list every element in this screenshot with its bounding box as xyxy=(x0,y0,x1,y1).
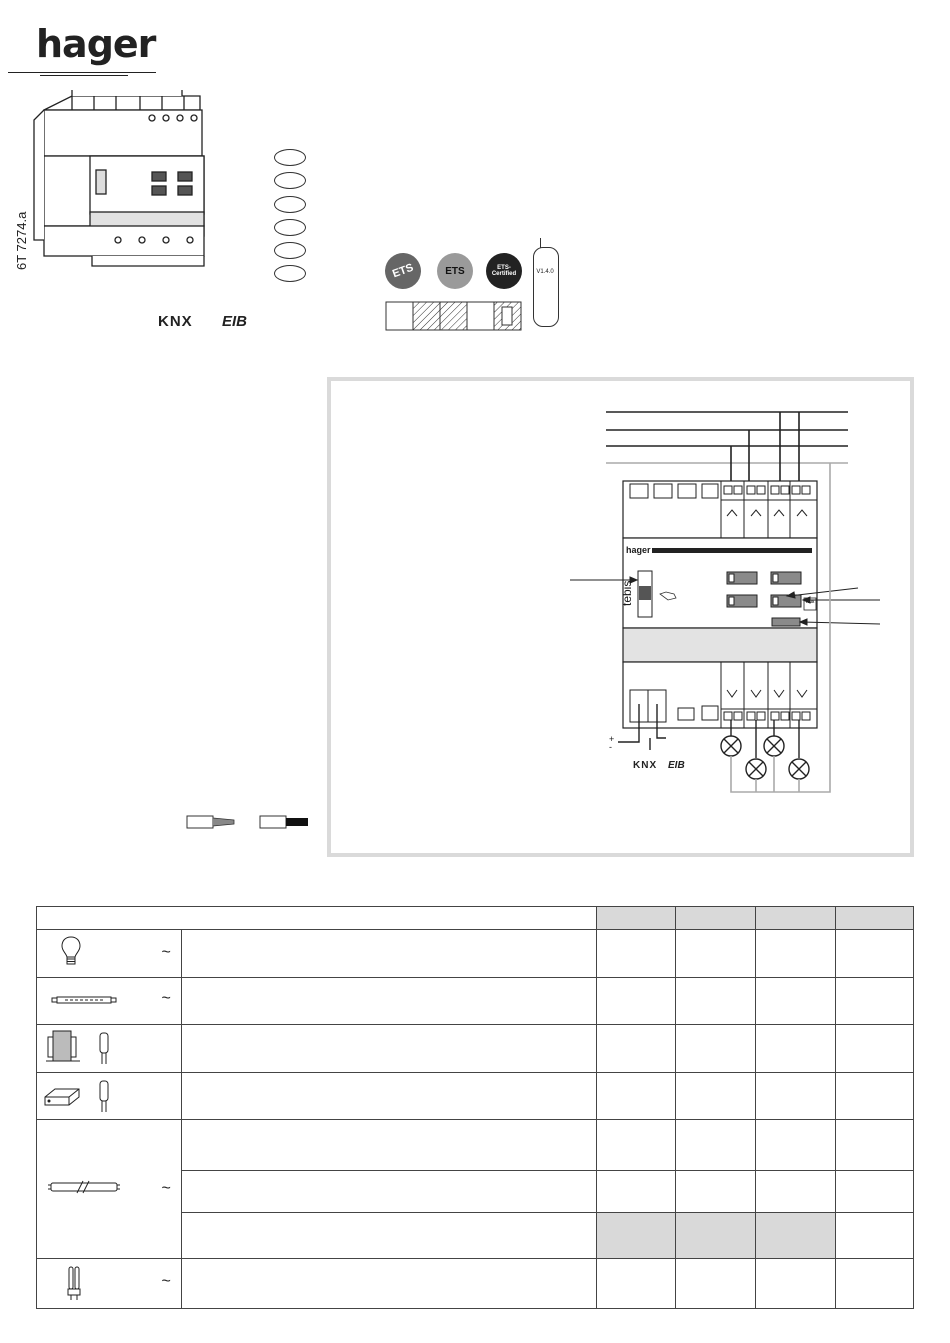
load-type-cell xyxy=(37,1025,182,1073)
spec-cell-shaded xyxy=(676,1213,756,1259)
spec-cell xyxy=(676,978,756,1025)
header-cell xyxy=(836,907,914,930)
spec-cell xyxy=(756,1259,836,1309)
spec-cell xyxy=(181,930,597,978)
language-oval xyxy=(274,242,306,259)
ac-symbol: ~ xyxy=(161,1273,171,1290)
header-cell xyxy=(676,907,756,930)
load-specifications-table xyxy=(36,906,914,1309)
spec-cell xyxy=(597,1073,676,1120)
logo-rule xyxy=(8,72,156,73)
load-type-cell xyxy=(37,930,182,978)
spec-cell xyxy=(676,1025,756,1073)
spec-cell xyxy=(597,1171,676,1213)
load-type-cell xyxy=(37,978,182,1025)
diagram-knx-logo: KNX xyxy=(633,760,658,771)
device-brand: hager xyxy=(626,545,651,555)
table-row xyxy=(37,1025,914,1073)
spec-cell xyxy=(836,1120,914,1171)
header-cell xyxy=(597,907,676,930)
header-cell xyxy=(756,907,836,930)
spec-cell xyxy=(597,1025,676,1073)
wire-strip-illustrations xyxy=(186,812,310,832)
language-oval xyxy=(274,219,306,236)
halogen-capsule-icon xyxy=(97,1031,111,1065)
spec-cell xyxy=(676,1259,756,1309)
spec-cell xyxy=(756,1073,836,1120)
load-type-cell xyxy=(37,1120,182,1259)
spec-cell xyxy=(836,1213,914,1259)
compact-fluorescent-icon xyxy=(67,1265,81,1301)
spec-cell xyxy=(836,1073,914,1120)
ets3-badge: ETS xyxy=(437,253,473,289)
spec-cell xyxy=(836,930,914,978)
eib-logo: EIB xyxy=(222,313,248,330)
spec-cell xyxy=(676,930,756,978)
spec-cell xyxy=(181,1259,597,1309)
configuration-tool-icon: V1.4.0 xyxy=(533,247,559,327)
spec-cell xyxy=(836,1171,914,1213)
spec-cell xyxy=(676,1171,756,1213)
spec-cell xyxy=(181,1120,597,1171)
spec-cell-shaded xyxy=(756,1213,836,1259)
supply-plus-label: + xyxy=(609,734,615,744)
wiring-diagram xyxy=(331,381,906,847)
spec-cell xyxy=(597,930,676,978)
spec-cell xyxy=(676,1120,756,1171)
language-oval xyxy=(274,196,306,213)
header-cell xyxy=(37,907,597,930)
table-row xyxy=(37,930,914,978)
spec-cell xyxy=(756,1120,836,1171)
table-row xyxy=(37,1120,914,1171)
document-code: 6T 7274.a xyxy=(14,211,29,270)
device-label: tebis xyxy=(620,580,634,606)
spec-cell xyxy=(181,978,597,1025)
spec-cell xyxy=(597,1120,676,1171)
module-badge: KNX xyxy=(806,599,815,604)
brand-logo: hager xyxy=(36,22,156,66)
logo-rule xyxy=(40,75,128,76)
load-type-cell xyxy=(37,1259,182,1309)
knx-logo: KNX xyxy=(158,313,193,330)
linear-halogen-icon xyxy=(51,994,117,1006)
table-row xyxy=(37,978,914,1025)
spec-cell xyxy=(181,1073,597,1120)
halogen-capsule-icon xyxy=(97,1079,111,1113)
spec-cell xyxy=(756,1025,836,1073)
spec-cell xyxy=(756,930,836,978)
ets-badge: ETS xyxy=(380,248,426,294)
ac-symbol: ~ xyxy=(161,1180,171,1197)
supply-minus-label: - xyxy=(609,742,612,752)
spec-cell xyxy=(836,1259,914,1309)
fluorescent-tube-icon xyxy=(47,1180,121,1194)
spec-cell xyxy=(756,1171,836,1213)
spec-cell xyxy=(597,1259,676,1309)
spec-cell xyxy=(676,1073,756,1120)
transformer-icon xyxy=(45,1029,81,1065)
spec-cell xyxy=(836,1025,914,1073)
table-row xyxy=(37,1259,914,1309)
spec-cell-shaded xyxy=(597,1213,676,1259)
product-illustration xyxy=(32,90,212,275)
incandescent-lamp-icon xyxy=(61,936,81,968)
electronic-transformer-icon xyxy=(43,1085,81,1107)
spec-cell xyxy=(181,1213,597,1259)
spec-cell xyxy=(181,1171,597,1213)
diagram-eib-logo: EIB xyxy=(668,760,685,771)
spec-cell xyxy=(181,1025,597,1073)
spec-cell xyxy=(836,978,914,1025)
mode-compatibility-boxes xyxy=(385,301,525,331)
spec-cell xyxy=(597,978,676,1025)
ets-certified-badge: ETS-Certified xyxy=(486,253,522,289)
ac-symbol: ~ xyxy=(161,990,171,1007)
table-header-row xyxy=(37,907,914,930)
ac-symbol: ~ xyxy=(161,944,171,961)
table-row xyxy=(37,1073,914,1120)
spec-cell xyxy=(756,978,836,1025)
load-type-cell xyxy=(37,1073,182,1120)
language-oval xyxy=(274,265,306,282)
language-oval xyxy=(274,172,306,189)
language-oval xyxy=(274,149,306,166)
